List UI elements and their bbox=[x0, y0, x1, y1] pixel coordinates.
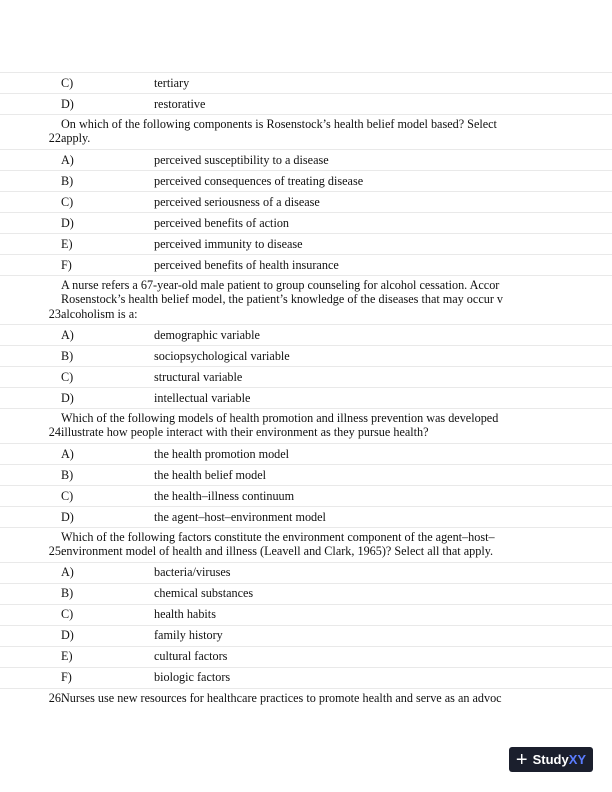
answer-option bbox=[0, 324, 612, 345]
answer-option bbox=[0, 443, 612, 464]
question-text bbox=[0, 691, 502, 705]
option-text: cultural factors bbox=[154, 649, 228, 664]
question-line: A nurse refers a 67-year-old male patient to group counseling for alcohol cessation. Accor bbox=[61, 277, 500, 292]
option-text: bacteria/viruses bbox=[154, 565, 231, 580]
answer-option bbox=[0, 625, 612, 646]
option-text: tertiary bbox=[154, 75, 190, 90]
option-label: D) bbox=[61, 390, 74, 405]
answer-option bbox=[0, 149, 612, 170]
option-text: the health–illness continuum bbox=[154, 488, 295, 503]
answer-option bbox=[0, 93, 612, 114]
question-text bbox=[0, 411, 498, 440]
option-text: the health promotion model bbox=[154, 446, 290, 461]
question-text bbox=[0, 530, 495, 559]
question-number: 24. bbox=[48, 425, 64, 440]
option-label: A) bbox=[61, 327, 74, 342]
option-label: D) bbox=[61, 215, 74, 230]
option-label: D) bbox=[61, 96, 74, 111]
option-text: structural variable bbox=[154, 369, 243, 384]
question-line: alcoholism is a: bbox=[61, 306, 138, 321]
answer-option bbox=[0, 366, 612, 387]
answer-option bbox=[0, 604, 612, 625]
option-text: intellectual variable bbox=[154, 390, 251, 405]
studyxy-badge[interactable] bbox=[509, 747, 593, 772]
option-text: the agent–host–environment model bbox=[154, 509, 326, 524]
option-label: E) bbox=[61, 236, 73, 251]
brand-study: Study bbox=[532, 752, 569, 767]
answer-option bbox=[0, 562, 612, 583]
option-text: the health belief model bbox=[154, 467, 267, 482]
option-text: biologic factors bbox=[154, 670, 231, 685]
option-label: E) bbox=[61, 649, 73, 664]
option-label: D) bbox=[61, 628, 74, 643]
option-label: F) bbox=[61, 670, 72, 685]
option-text: chemical substances bbox=[154, 586, 254, 601]
answer-option bbox=[0, 646, 612, 667]
question-row bbox=[0, 527, 612, 562]
option-label: A) bbox=[61, 446, 74, 461]
answer-option bbox=[0, 254, 612, 275]
question-row bbox=[0, 408, 612, 443]
question-line: On which of the following components is Rosenstock’s health belief model based? Select bbox=[61, 117, 497, 131]
option-text: health habits bbox=[154, 607, 216, 622]
option-text: sociopsychological variable bbox=[154, 348, 290, 363]
option-text: perceived consequences of treating disease bbox=[154, 173, 364, 188]
question-row bbox=[0, 688, 612, 708]
option-label: C) bbox=[61, 75, 74, 90]
option-label: D) bbox=[61, 509, 74, 524]
answer-option bbox=[0, 170, 612, 191]
question-number: 23. bbox=[48, 306, 64, 321]
brand-xy: XY bbox=[568, 752, 587, 767]
option-text: perceived seriousness of a disease bbox=[154, 194, 320, 209]
question-document bbox=[0, 72, 612, 708]
answer-option bbox=[0, 72, 612, 93]
option-text: perceived immunity to disease bbox=[154, 236, 303, 251]
answer-option bbox=[0, 506, 612, 527]
question-line: Nurses use new resources for healthcare practices to promote health and serve as an advoc bbox=[61, 690, 502, 705]
option-label: F) bbox=[61, 257, 72, 272]
question-line: Rosenstock’s health belief model, the patient’s knowledge of the diseases that may occur v bbox=[61, 292, 504, 307]
question-line: Which of the following factors constitute the environment component of the agent–host– bbox=[61, 529, 495, 544]
option-label: C) bbox=[61, 369, 74, 384]
option-text: perceived benefits of health insurance bbox=[154, 257, 339, 272]
option-label: B) bbox=[61, 586, 74, 601]
option-label: C) bbox=[61, 194, 74, 209]
answer-option bbox=[0, 485, 612, 506]
question-row bbox=[0, 275, 612, 324]
question-line: environment model of health and illness (Leavell and Clark, 1965)? Select all that apply. bbox=[61, 544, 494, 559]
question-row bbox=[0, 114, 612, 149]
question-number: 26. bbox=[48, 690, 64, 705]
option-text: family history bbox=[154, 628, 223, 643]
question-text bbox=[0, 278, 503, 321]
option-label: A) bbox=[61, 152, 74, 167]
option-label: B) bbox=[61, 348, 74, 363]
question-line: illustrate how people interact with their environment as they pursue health? bbox=[61, 425, 429, 440]
option-text: demographic variable bbox=[154, 327, 260, 342]
option-label: C) bbox=[61, 607, 74, 622]
option-label: A) bbox=[61, 565, 74, 580]
option-text: perceived susceptibility to a disease bbox=[154, 152, 329, 167]
answer-option bbox=[0, 233, 612, 254]
option-text: perceived benefits of action bbox=[154, 215, 290, 230]
answer-option bbox=[0, 191, 612, 212]
question-number: 22. bbox=[48, 131, 64, 146]
question-line: Which of the following models of health promotion and illness prevention was developed bbox=[61, 411, 499, 426]
answer-option bbox=[0, 583, 612, 604]
question-number: 25. bbox=[48, 544, 64, 559]
answer-option bbox=[0, 345, 612, 366]
option-label: C) bbox=[61, 488, 74, 503]
question-text bbox=[0, 117, 497, 146]
plus-icon: + bbox=[515, 748, 528, 771]
answer-option bbox=[0, 464, 612, 485]
option-text: restorative bbox=[154, 96, 206, 111]
question-line: apply. bbox=[61, 131, 91, 146]
option-label: B) bbox=[61, 173, 74, 188]
answer-option bbox=[0, 212, 612, 233]
answer-option bbox=[0, 387, 612, 408]
answer-option bbox=[0, 667, 612, 688]
option-label: B) bbox=[61, 467, 74, 482]
